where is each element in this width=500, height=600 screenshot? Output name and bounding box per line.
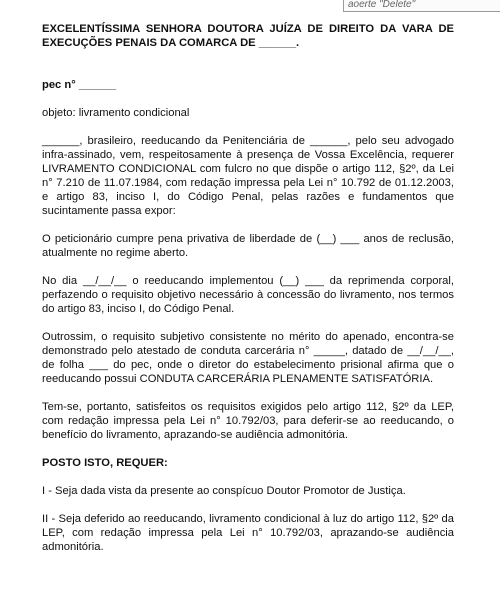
paragraph-intro: ______, brasileiro, reeducando da Penitenciária de ______, pelo seu advogado infra-assinado, vem, respeitosamente à presença de Vossa Excelência, requerer LIVRAMENTO CONDICIONAL com fulcro no que dispõe o artigo 112, §2º, da Lei n° 7.210 de 11.07.1984, com redação impressa pela Lei n° 10.792 de 01.12.2003, e artigo 83, inciso I, do Código Penal, pelas razões e fundamentos que sucintamente passa expor: — [42, 135, 454, 217]
objeto-line: objeto: livramento condicional — [42, 107, 190, 119]
paragraph-objective-requirement: No dia __/__/__ o reeducando implementou (__) ___ da reprimenda corporal, perfazendo o requisito objetivo necessário à concessão do livramento, nos termos do artigo 83, inciso I, do Código Penal. — [42, 275, 454, 315]
request-item-1: I - Seja dada vista da presente ao conspícuo Doutor Promotor de Justiça. — [42, 485, 406, 497]
posto-isto-heading: POSTO ISTO, REQUER: — [42, 457, 168, 469]
document-title: EXCELENTÍSSIMA SENHORA DOUTORA JUÍZA DE DIREITO DA VARA DE EXECUÇÕES PENAIS DA COMARCA DE ______. — [42, 23, 454, 49]
paragraph-subjective-requirement: Outrossim, o requisito subjetivo consistente no mérito do apenado, encontra-se demonstrado pelo atestado de conduta carcerária n° _____, datado de __/__/__, de folha ___ do pec, onde o diretor do estabelecimento prisional afirma que o reeducando possui CONDUTA CARCERÁRIA PLENAMENTE SATISFATÓRIA. — [42, 331, 454, 385]
paragraph-sentence: O peticionário cumpre pena privativa de liberdade de (__) ___ anos de reclusão, atualmente no regime aberto. — [42, 233, 454, 259]
document-body — [42, 22, 454, 568]
paragraph-conclusion: Tem-se, portanto, satisfeitos os requisitos exigidos pelo artigo 112, §2º da LEP, com redação impressa pela Lei n° 10.792/03, para deferir-se ao reeducando, o benefício do livramento, aprazando-se audiência admonitória. — [42, 401, 454, 441]
request-item-2: II - Seja deferido ao reeducando, livramento condicional à luz do artigo 112, §2º da LEP, com redação impressa pela Lei n° 10.792/03, aprazando-se audiência admonitória. — [42, 513, 454, 553]
pec-number: pec n° ______ — [42, 79, 117, 91]
top-note: aoerte "Delete" — [343, 0, 500, 12]
